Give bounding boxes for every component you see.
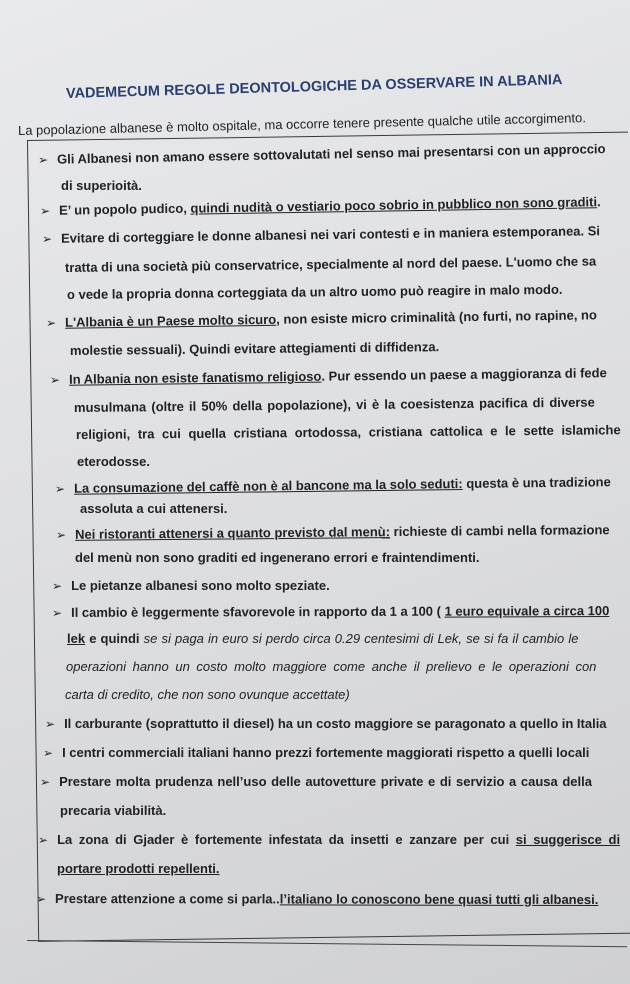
rule-6-line-1: ➢ La consumazione del caffè non è al bancone ma la solo seduti: questa è una tradizione bbox=[54, 474, 611, 496]
bullet-arrow-icon: ➢ bbox=[52, 579, 63, 593]
rule-13-line-2: portare prodotti repellenti. bbox=[57, 861, 220, 876]
rule-12-line-1: ➢ Prestare molta prudenza nell’uso delle autovetture private e di servizio a causa della bbox=[40, 774, 592, 789]
rule-3-line-2: tratta di una società più conservatrice, specialmente al nord del paese. L'uomo che sa bbox=[64, 253, 597, 275]
bullet-arrow-icon: ➢ bbox=[39, 203, 51, 218]
rule-2-line-1: ➢ E’ un popolo pudico, quindi nudità o vestiario poco sobrio in pubblico non sono graditi. bbox=[39, 194, 601, 218]
rule-9-line-4: carta di credito, che non sono ovunque accettate) bbox=[65, 687, 350, 702]
rule-14-line-1: ➢ Prestare attenzione a come si parla..l’italiano lo conoscono bene quasi tutti gli albanesi. bbox=[35, 891, 599, 907]
rule-12-line-2: precaria viabilità. bbox=[60, 803, 167, 818]
document-title: VADEMECUM REGOLE DEONTOLOGICHE DA OSSERVARE IN ALBANIA bbox=[65, 72, 563, 102]
rule-5-line-3: religioni, tra cui quella cristiana ortodossa, cristiana cattolica e le sette islamiche bbox=[75, 422, 621, 442]
rule-1-line-2: di superioità. bbox=[61, 178, 142, 193]
rule-5-line-1: ➢ In Albania non esiste fanatismo religioso. Pur essendo un paese a maggioranza di fede bbox=[49, 365, 607, 387]
rule-3-line-3: o vede la propria donna corteggiata da un altro uomo può reagire in malo modo. bbox=[66, 281, 563, 302]
rule-13-line-1: ➢ La zona di Gjader è fortemente infestata da insetti e zanzare per cui si suggerisce di bbox=[38, 832, 621, 847]
rule-5-line-2: musulmana (oltre il 50% della popolazione), vi è la coesistenza pacifica di diverse bbox=[73, 394, 595, 415]
bullet-arrow-icon: ➢ bbox=[49, 372, 61, 387]
bullet-arrow-icon: ➢ bbox=[38, 833, 49, 847]
rule-6-line-2: assoluta a cui attenersi. bbox=[80, 501, 228, 516]
bullet-arrow-icon: ➢ bbox=[45, 717, 56, 731]
bottom-rule bbox=[27, 940, 627, 947]
bullet-arrow-icon: ➢ bbox=[35, 892, 47, 907]
rule-10-line-1: ➢ Il carburante (soprattutto il diesel) ha un costo maggiore se paragonato a quello in Italia bbox=[45, 716, 607, 731]
rule-3-line-1: ➢ Evitare di corteggiare le donne albanesi nei vari contesti e in maniera estemporanea. Si bbox=[41, 223, 601, 246]
rule-4-line-2: molestie sessuali). Quindi evitare attegiamenti di diffidenza. bbox=[69, 339, 440, 358]
bullet-arrow-icon: ➢ bbox=[43, 746, 54, 760]
rule-1-line-1: ➢ Gli Albanesi non amano essere sottovalutati nel senso mai presentarsi con un approccio bbox=[37, 141, 606, 167]
bullet-arrow-icon: ➢ bbox=[41, 231, 53, 246]
rule-9-line-1: ➢ Il cambio è leggermente sfavorevole in rapporto da 1 a 100 ( 1 euro equivale a circa 100 bbox=[51, 603, 610, 620]
intro-text: La popolazione albanese è molto ospitale, ma occorre tenere presente qualche utile accorgimento. bbox=[17, 110, 587, 138]
bullet-arrow-icon: ➢ bbox=[51, 605, 63, 620]
bullet-arrow-icon: ➢ bbox=[55, 527, 67, 542]
rule-5-line-4: eterodosse. bbox=[77, 454, 150, 469]
rule-4-line-1: ➢ L'Albania è un Paese molto sicuro, non esiste micro criminalità (no furti, no rapine, no bbox=[45, 307, 597, 330]
rule-7-line-2: del menù non sono graditi ed ingenerano errori e fraintendimenti. bbox=[75, 550, 480, 565]
rule-11-line-1: ➢ I centri commerciali italiani hanno prezzi fortemente maggiorati rispetto a quelli locali bbox=[43, 745, 590, 760]
bullet-arrow-icon: ➢ bbox=[45, 315, 57, 330]
bullet-arrow-icon: ➢ bbox=[54, 481, 66, 496]
rule-7-line-1: ➢ Nei ristoranti attenersi a quanto previsto dal menù: richieste di cambi nella formazione bbox=[55, 522, 610, 542]
bullet-arrow-icon: ➢ bbox=[40, 775, 51, 789]
rule-9-line-3: operazioni hanno un costo molto maggiore come anche il prelievo e le operazioni con bbox=[66, 659, 597, 674]
rule-9-line-2: lek e quindi se si paga in euro si perdo circa 0.29 centesimi di Lek, se si fa il cambio le bbox=[67, 631, 579, 646]
bullet-arrow-icon: ➢ bbox=[37, 152, 49, 167]
rule-8-line-1: ➢ Le pietanze albanesi sono molto speziate. bbox=[52, 578, 330, 593]
